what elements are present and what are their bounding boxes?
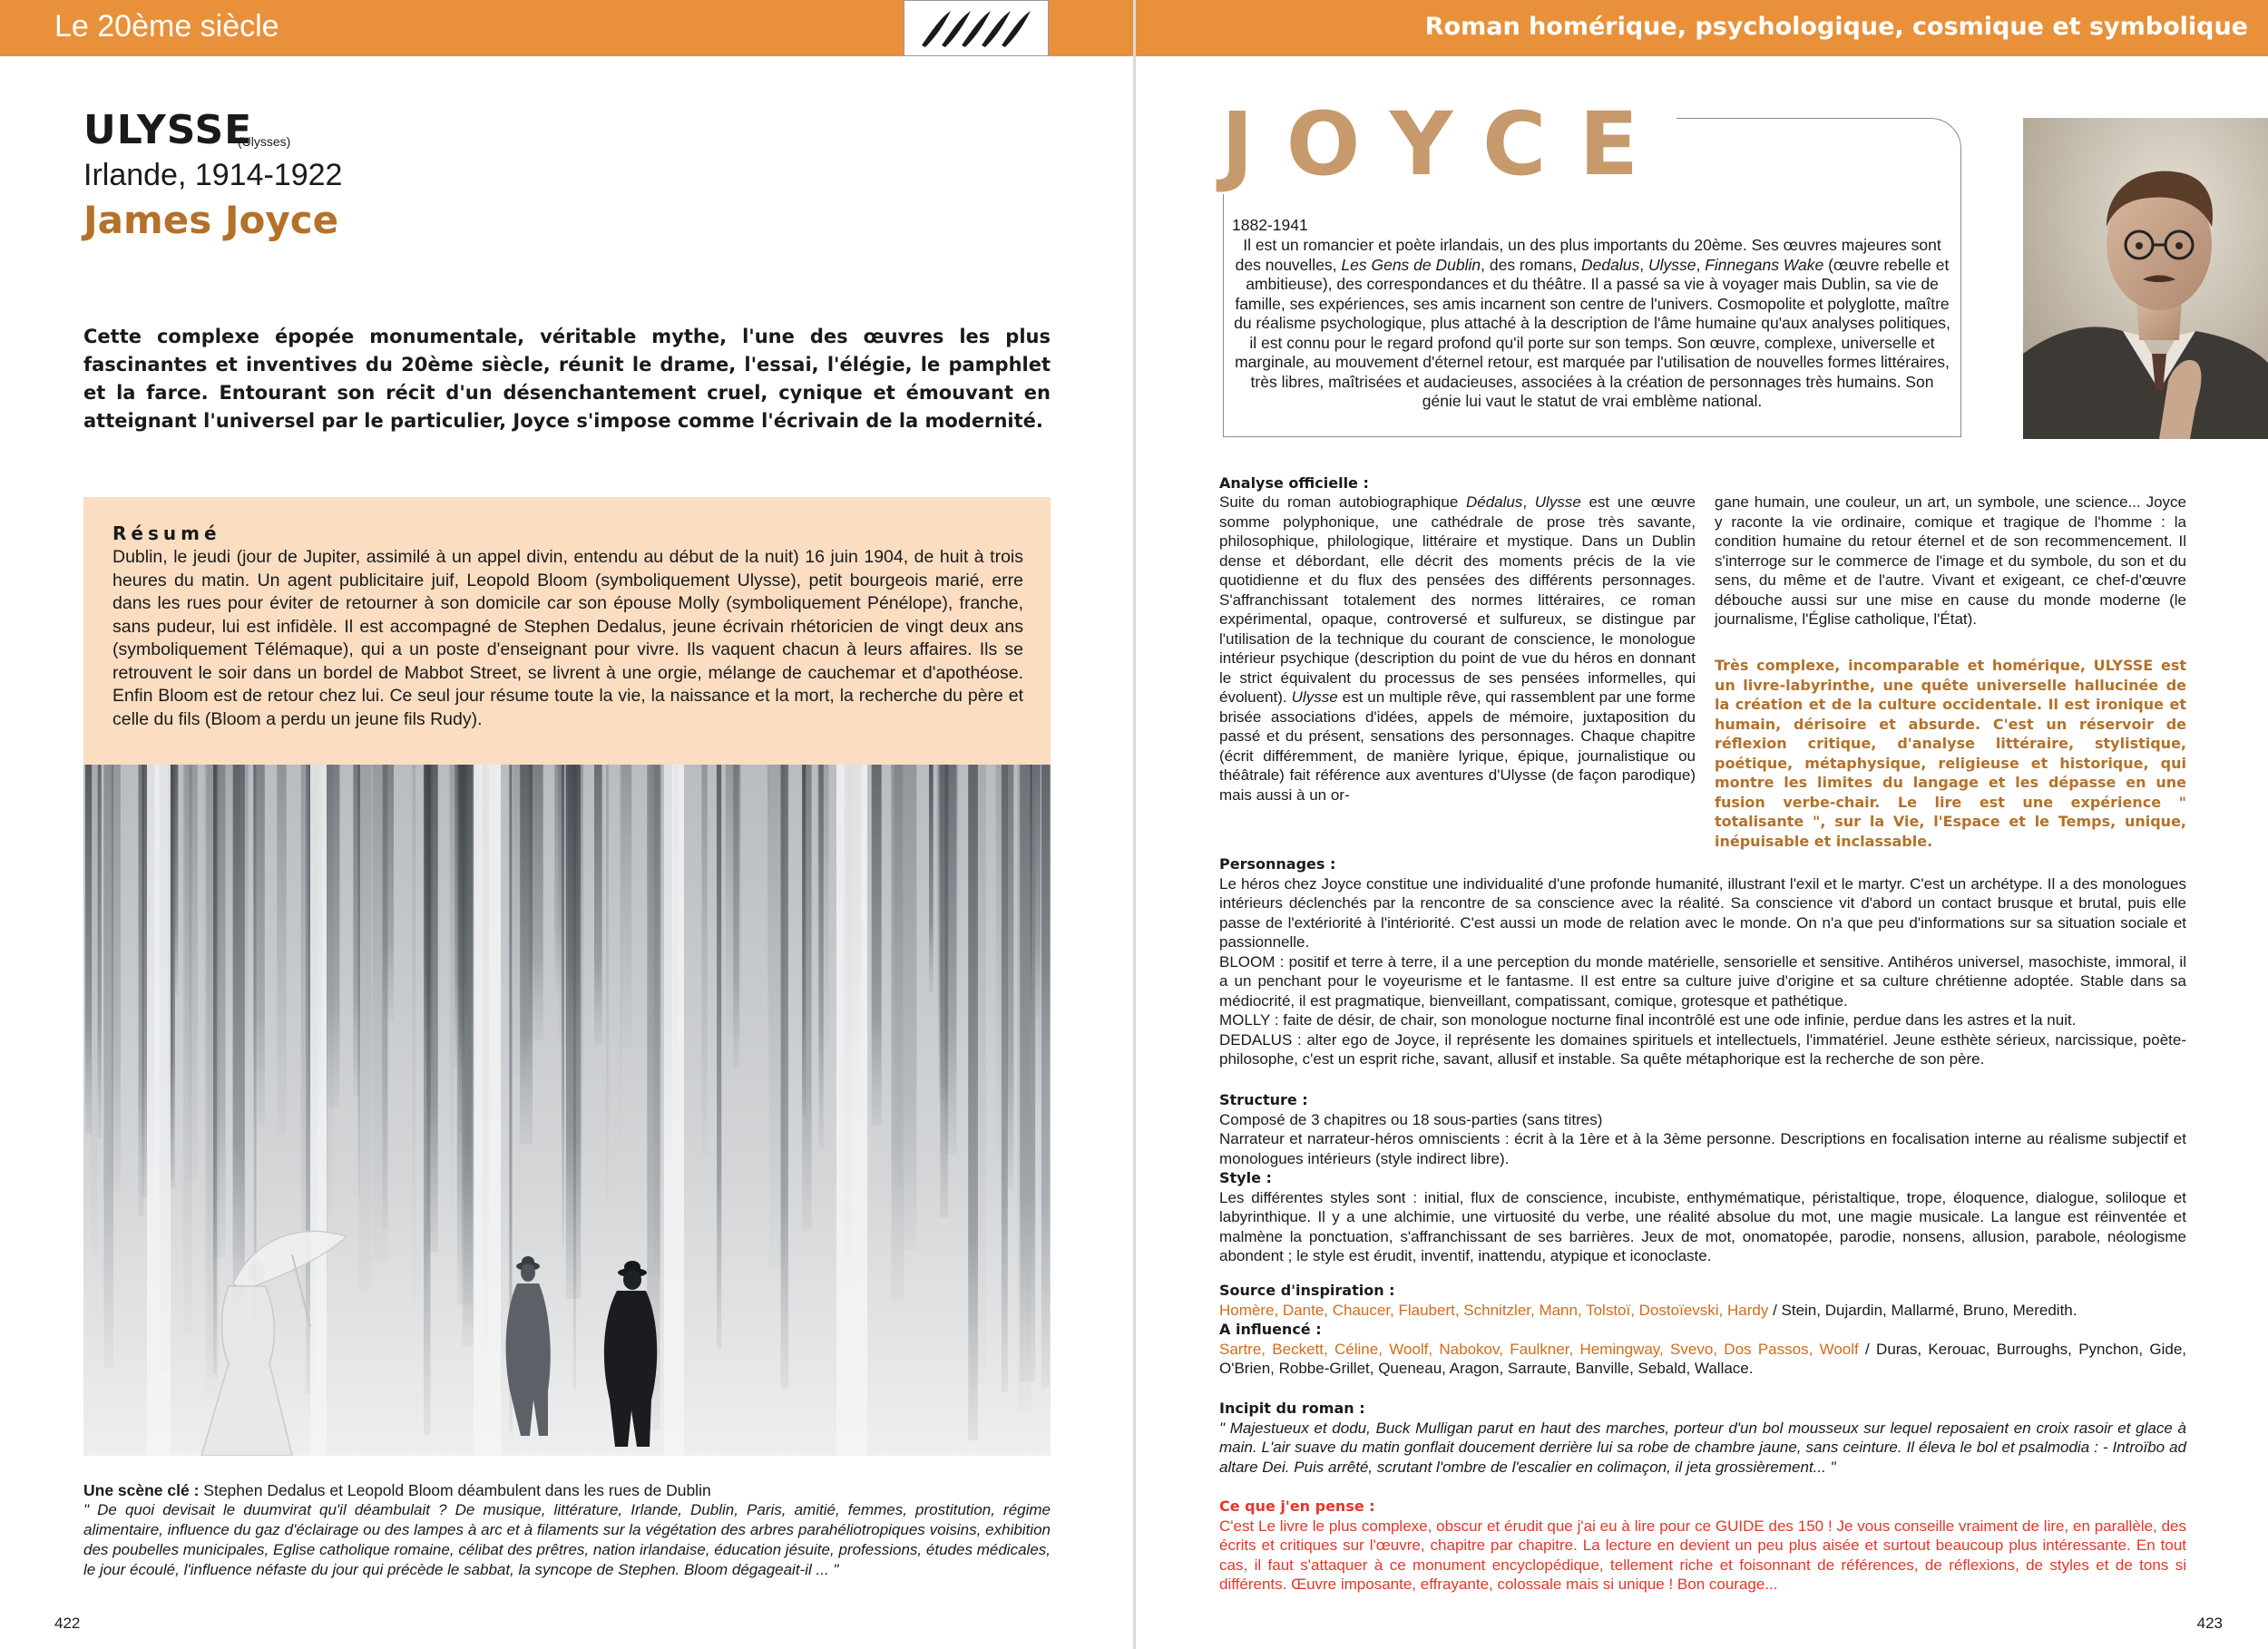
page-number-right: 423 bbox=[2196, 1615, 2223, 1632]
structure-style-section bbox=[1219, 1090, 2186, 1266]
right-header-bar bbox=[1136, 0, 2268, 56]
structure-heading: Structure : bbox=[1219, 1091, 1308, 1108]
book-title: ULYSSE bbox=[83, 107, 253, 153]
characters-heading: Personnages : bbox=[1219, 855, 1336, 873]
left-header-bar bbox=[0, 0, 1134, 56]
author-name-large: JOYCE bbox=[1221, 94, 1677, 194]
analyse-column-b: gane humain, une couleur, un art, un symbole, une science... Joyce y raconte la vie ordinaire, comique et tragique de l'homme : la condition humaine du retour éternel et de son recommencement. Il s'interroge sur le commerce de l'image et du symbole, du son et du sens, du même et de l'autre. Vivant et exigeant, ce chef-d'œuvre débouche aussi sur une mise en cause du monde moderne (le journalisme, l'Église catholique, l'État). bbox=[1715, 493, 2186, 628]
section-title: Le 20ème siècle bbox=[54, 9, 279, 44]
scene-label: Une scène clé : bbox=[83, 1481, 200, 1499]
book-original-title: (Ulysses) bbox=[238, 134, 291, 149]
quill-feathers-icon bbox=[904, 0, 1049, 56]
bio-dates: 1882-1941 bbox=[1232, 216, 1308, 234]
character-molly: MOLLY : faite de désir, de chair, son monologue nocturne final incontrôlé est une ode infinie, perdue dans les astres et la nuit. bbox=[1219, 1011, 2077, 1029]
page-number-left: 422 bbox=[54, 1615, 81, 1632]
style-heading: Style : bbox=[1219, 1169, 1272, 1186]
influence-text: Sartre, Beckett, Céline, Woolf, Nabokov, Faulkner, Hemingway, Svevo, Dos Passos, Woolf / Duras, Kerouac, Burroughs, Pynchon, Gide, O'Brien, Robbe-Grillet, Queneau, Aragon, Sarraute, Banville, Sebald, Wallace. bbox=[1219, 1340, 2186, 1377]
incipit-heading: Incipit du roman : bbox=[1219, 1400, 1365, 1417]
book-place-dates: Irlande, 1914-1922 bbox=[83, 158, 343, 192]
incipit-text: " Majestueux et dodu, Buck Mulligan parut en haut des marches, porteur d'un bol mousseux sur lequel reposaient en croix rasoir et glace à main. L'air suave du matin gonflait doucement derrière lui sa robe de chambre jaune, sans ceinture. Il éleva le bol et psalmodia : - Introïbo ad altare Dei. Puis arrêté, scrutant l'ombre de l'escalier en colimaçon, il jeta grossièrement... " bbox=[1219, 1419, 2186, 1476]
resume-box bbox=[83, 497, 1051, 765]
opinion-heading: Ce que j'en pense : bbox=[1219, 1498, 1375, 1515]
characters-section bbox=[1219, 854, 2186, 1069]
rain-street-painting bbox=[83, 765, 1051, 1456]
opinion-section bbox=[1219, 1497, 2186, 1595]
section-subtitle: Roman homérique, psychologique, cosmique et symbolique bbox=[1424, 13, 2248, 41]
bio-text: Il est un romancier et poète irlandais, un des plus importants du 20ème. Ses œuvres majeures sont des nouvelles, Les Gens de Dublin, des romans, Dedalus, Ulysse, Finnegans Wake (œuvre rebelle et ambitieuse), des correspondances et du théâtre. Il a passé sa vie à voyager mais Dublin, sa vie de famille, ses expériences, ses amis incarnent son centre de l'univers. Cosmopolite et polyglotte, maître du réalisme psychologique, plus attaché à la description de l'âme humaine qu'aux analyses politiques, il est connu pour le regard profond qu'il porte sur son temps. Son œuvre, complexe, universelle et marginale, au mouvement d'éternel retour, est marquée par l'utilisation de nouvelles formes littéraires, très libres, maîtrisées et audacieuses, associées à la création de personnages très humains. Son génie lui vaut le statut de vrai emblème national. bbox=[1234, 236, 1950, 410]
influence-heading: A influencé : bbox=[1219, 1321, 1322, 1338]
scene-caption: Stephen Dedalus et Leopold Bloom déambulent dans les rues de Dublin bbox=[199, 1481, 711, 1499]
character-bloom: BLOOM : positif et terre à terre, il a une perception du monde matérielle, sensorielle et sensitive. Antihéros universel, masochiste, immoral, il a un penchant pour le voyeurisme et le fantasme. Il est entre sa culture juive d'origine et sa culture chrétienne adoptée. Stable dans sa médiocrité, il est pragmatique, bienveillant, compatissant, comique, grotesque et pathétique. bbox=[1219, 952, 2186, 1010]
style-text: Les différentes styles sont : initial, flux de conscience, incubiste, enthymématique, péristaltique, trope, éloquence, dialogue, soliloque et labyrinthique. Il y a une alchimie, une virtuosité du verbe, une réalité absolue du mot, une magie musicale. La langue est réinventée et malmène la ponctuation, s'affranchissant de ses barrières. Jeux de mot, onomatopée, parodie, nonsens, allusion, parabole, néologisme abondent ; le style est érudit, inventif, inattendu, atypique et iconoclaste. bbox=[1219, 1188, 2186, 1264]
opinion-text: C'est Le livre le plus complexe, obscur et érudit que j'ai eu à lire pour ce GUIDE des 150 ! Je vous conseille vraiment de lire, en parallèle, des écrits et critiques sur l'œuvre, chapitre par chapitre. La lecture en devient un peu plus aisée et surtout beaucoup plus intéressante. En tout cas, il faut s'attaquer à ce monument encyclopédique, tellement riche et foisonnant de références, de réflexions, de styles et de tons si différents. Œuvre imposante, effrayante, colossale mais si unique ! Bon courage... bbox=[1219, 1517, 2186, 1593]
analyse-column-a: Suite du roman autobiographique Dédalus, Ulysse est une œuvre somme polyphonique, une cathédrale de prose très savante, philosophique, philologique, littéraire et mystique. Dans un Dublin dense et débordant, elle décrit des moments précis de la vie quotidienne et du flux des pensées des différents personnages. S'affranchissant totalement des normes littéraires, ce roman expérimental, opaque, controversé et sulfureux, se distingue par l'utilisation de la technique du courant de conscience, le monologue intérieur psychique (description du point de vue du héros en donnant le strict équivalent du processus de ses pensées informelles, qui évoluent). Ulysse est un multiple rêve, qui rassemblent par une forme brisée associations d'idées, appels de mémoire, juxtaposition du passé et du présent, sensations des personnages. Chaque chapitre (écrit différemment, de manière lyrique, épique, journalistique ou théâtrale) fait référence aux aventures d'Ulysse (de façon parodique) mais aussi à un or- bbox=[1219, 493, 1696, 804]
source-text: Homère, Dante, Chaucer, Flaubert, Schnitzler, Mann, Tolstoï, Dostoïevski, Hardy / Stein, Dujardin, Mallarmé, Bruno, Meredith. bbox=[1219, 1301, 2077, 1319]
author-portrait bbox=[2023, 118, 2268, 439]
structure-line-2: Narrateur et narrateur-héros omniscients : écrit à la 1ère et à la 3ème personne. Descriptions en focalisation interne au réalisme subjectif et monologues intérieurs (style indirect libre). bbox=[1219, 1130, 2186, 1167]
analyse-heading: Analyse officielle : bbox=[1219, 474, 1369, 492]
incipit-section bbox=[1219, 1399, 2186, 1477]
structure-line-1: Composé de 3 chapitres ou 18 sous-parties (sans titres) bbox=[1219, 1110, 1603, 1128]
influences-section bbox=[1219, 1281, 2186, 1379]
character-dedalus: DEDALUS : alter ego de Joyce, il représente les domaines spirituels et intellectuels, l'immatériel. Jeune esthète sérieux, narcissique, poète-philosophe, c'est un esprit riche, savant, allusif et instable. Sa quête métaphorique est la recherche de son père. bbox=[1219, 1030, 2186, 1068]
key-scene bbox=[83, 1480, 1051, 1580]
intro-paragraph: Cette complexe épopée monumentale, véritable mythe, l'une des œuvres les plus fascinantes et inventives du 20ème siècle, réunit le drame, l'essai, l'élégie, le pamphlet et la farce. Entourant son récit d'un désenchantement cruel, cynique et émouvant en atteignant l'universel par le particulier, Joyce s'impose comme l'écrivain de la modernité. bbox=[83, 326, 1051, 432]
analyse-highlight: Très complexe, incomparable et homérique, ULYSSE est un livre-labyrinthe, une quête universelle hallucinée de la création et de la culture occidentale. Il est ironique et humain, dérisoire et absurde. C'est un réservoir de réflexion critique, d'analyse littéraire, stylistique, poétique, métaphysique, religieuse et historique, qui montre les limites du langage et les dépasse en une fusion verbe-chair. Le lire est une expérience " totalisante ", sur la Vie, l'Espace et le Temps, unique, inépuisable et inclassable. bbox=[1715, 657, 2186, 850]
resume-text: Dublin, le jeudi (jour de Jupiter, assimilé à un appel divin, entendu au début de la nuit) 16 juin 1904, de huit à trois heures du matin. Un agent publicitaire juif, Leopold Bloom (symboliquement Ulysse), petit bourgeois marié, erre dans les rues pour éviter de retourner à son domicile car son épouse Molly (symboliquement Pénélope), franche, sans pudeur, lui est infidèle. Il est accompagné de Stephen Dedalus, jeune écrivain rhétoricien de vingt deux ans (symboliquement Télémaque), qui a un poste d'enseignant pour vivre. Ils vaquent chacun à leurs affaires. Ils se retrouvent le soir dans un bordel de Mabbot Street, se livrent à une orgie, mélange de cauchemar et d'apothéose. Enfin Bloom est de retour chez lui. Ce seul jour résume toute la vie, la naissance et la mort, la recherche du père et celle du fils (Bloom a perdu un jeune fils Rudy). bbox=[112, 547, 1023, 729]
source-heading: Source d'inspiration : bbox=[1219, 1282, 1395, 1299]
characters-intro: Le héros chez Joyce constitue une individualité d'une profonde humanité, illustrant l'exil et le martyr. C'est un archétype. Il a des monologues intérieurs déclenchés par la rencontre de sa conscience avec la réalité. Sa conscience vit d'abord un contact brusque et brutal, puis elle passe de l'extériorité à l'intériorité. C'est aussi un mode de relation avec le monde. On n'a que peu d'informations sur sa situation sociale et passionnelle. bbox=[1219, 874, 2186, 951]
right-page bbox=[1136, 0, 2268, 1649]
book-author: James Joyce bbox=[83, 198, 339, 242]
scene-quote: " De quoi devisait le duumvirat qu'il déambulait ? De musique, littérature, Irlande, Dublin, Paris, amitié, femmes, prostitution, régime alimentaire, influence du gaz d'éclairage ou des lampes à arc et à filaments sur la végétation des arbres parahéliotropiques voisins, exhibition des poubelles municipales, Eglise catholique romaine, célibat des prêtres, nation irlandaise, éducation jésuite, professions, études médicales, le jour écoulé, l'influence néfaste du jour qui précède le sabbat, la syncope de Stephen. Bloom dégageait-il ... " bbox=[83, 1501, 1051, 1578]
resume-title: Résumé bbox=[112, 522, 221, 544]
